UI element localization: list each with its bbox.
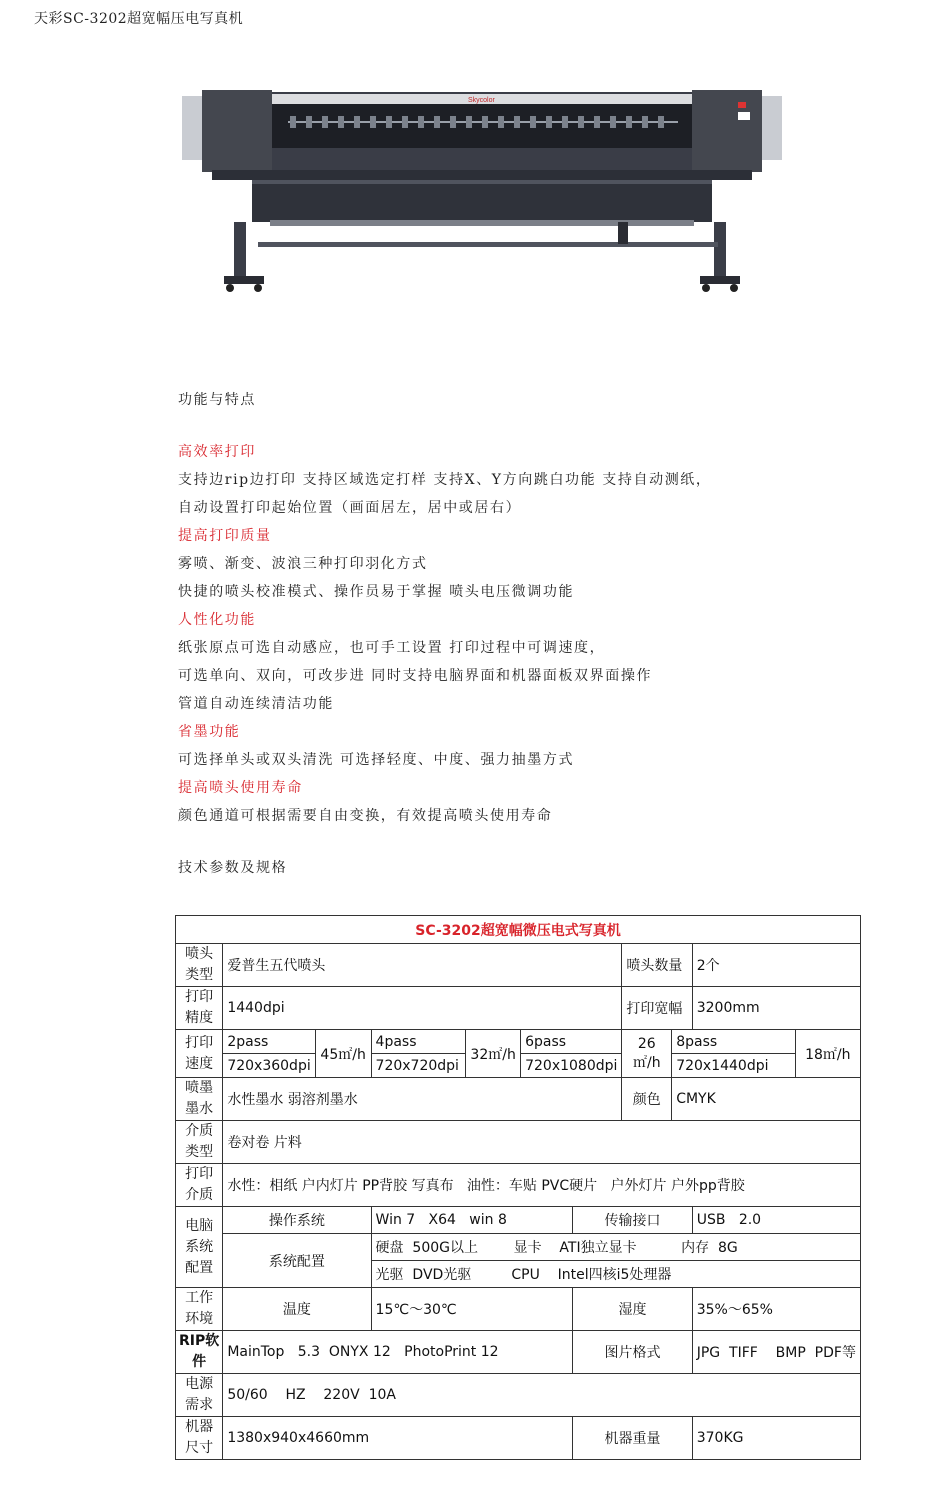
table-row [176,1164,861,1207]
table-row [176,1374,861,1417]
speed-resolution: 720x1080dpi [521,1054,622,1078]
table-row [176,1078,861,1121]
printer-front-panel [252,180,712,222]
speed-resolution: 720x720dpi [371,1054,466,1078]
table-row [176,944,861,987]
speed-rate: 26㎡/h [622,1030,672,1078]
cell-value: 光驱 DVD光驱 CPU Intel四核i5处理器 [371,1261,860,1288]
right-leg [714,222,726,278]
table-row [176,1207,861,1234]
feature-line: 颜色通道可根据需要自由变换，有效提高喷头使用寿命 [178,808,553,824]
cell-value: 爱普生五代喷头 [223,944,622,987]
speed-pass: 2pass [223,1030,315,1054]
speed-pass: 6pass [521,1030,622,1054]
cell-label: 颜色 [622,1078,672,1121]
spec-table [175,915,861,1460]
cell-value: USB 2.0 [692,1207,860,1234]
speed-resolution: 720x360dpi [223,1054,315,1078]
row-label: RIP软 件 [176,1331,223,1374]
cell-value: JPG TIFF BMP PDF等 [692,1331,860,1374]
speed-resolution: 720x1440dpi [672,1054,795,1078]
feature-line: 可选择单头或双头清洗 可选择轻度、中度、强力抽墨方式 [178,752,575,768]
table-row [176,1331,861,1374]
cell-label: 传输接口 [573,1207,692,1234]
table-row [176,1234,861,1261]
feature-line: 管道自动连续清洁功能 [178,696,334,712]
row-label: 介质 类型 [176,1121,223,1164]
cell-value: 水性墨水 弱溶剂墨水 [223,1078,622,1121]
cell-value: 卷对卷 片料 [223,1121,861,1164]
cell-label: 图片格式 [573,1331,692,1374]
table-row [176,1288,861,1331]
feature-title-efficiency: 高效率打印 [178,444,256,460]
row-label: 打印 精度 [176,987,223,1030]
cell-value: 1380x940x4660mm [223,1417,573,1460]
row-label: 电源 需求 [176,1374,223,1417]
cell-label: 机器重量 [573,1417,692,1460]
table-title: SC-3202超宽幅微压电式写真机 [176,916,861,944]
cell-value: 50/60 HZ 220V 10A [223,1374,861,1417]
features-heading: 功能与特点 [178,392,256,408]
feature-title-humanized: 人性化功能 [178,612,256,628]
cell-label: 喷头数量 [622,944,692,987]
row-label: 打印 介质 [176,1164,223,1207]
feature-title-nozzle-life: 提高喷头使用寿命 [178,780,303,796]
cell-label: 操作系统 [223,1207,371,1234]
table-row [176,987,861,1030]
feature-line: 自动设置打印起始位置（画面居左，居中或居右） [178,500,522,516]
cell-value: Win 7 X64 win 8 [371,1207,573,1234]
cell-value: 水性：相纸 户内灯片 PP背胶 写真布 油性：车贴 PVC硬片 户外灯片 户外pp背胶 [223,1164,861,1207]
row-label: 喷头 类型 [176,944,223,987]
cell-value: MainTop 5.3 ONYX 12 PhotoPrint 12 [223,1331,573,1374]
feature-line: 雾喷、渐变、波浪三种打印羽化方式 [178,556,428,572]
row-label: 工作 环境 [176,1288,223,1331]
cell-label: 温度 [223,1288,371,1331]
page-title: 天彩SC-3202超宽幅压电写真机 [34,11,244,27]
cell-value: 1440dpi [223,987,622,1030]
cell-label: 湿度 [573,1288,692,1331]
speed-rate: 45㎡/h [315,1030,371,1078]
speed-rate: 18㎡/h [795,1030,860,1078]
cell-value: 35%～65% [692,1288,860,1331]
feature-line: 纸张原点可选自动感应，也可手工设置 打印过程中可调速度， [178,640,606,656]
speed-pass: 4pass [371,1030,466,1054]
specs-heading: 技术参数及规格 [178,860,288,876]
cell-value: 硬盘 500G以上 显卡 ATI独立显卡 内存 8G [371,1234,860,1261]
cell-value: 15℃～30℃ [371,1288,573,1331]
cell-label: 系统配置 [223,1234,371,1288]
table-row [176,1030,861,1054]
speed-rate: 32㎡/h [466,1030,521,1078]
feature-line: 快捷的喷头校准模式、操作员易于掌握 喷头电压微调功能 [178,584,575,600]
cell-value: 3200mm [692,987,860,1030]
cell-value: CMYK [672,1078,861,1121]
cell-value: 370KG [692,1417,860,1460]
row-label: 喷墨 墨水 [176,1078,223,1121]
printer-image [178,82,786,296]
feature-line: 支持边rip边打印 支持区域选定打样 支持X、Y方向跳白功能 支持自动测纸， [178,472,712,488]
cell-label: 打印宽幅 [622,987,692,1030]
table-row [176,1417,861,1460]
left-leg [234,222,246,278]
feature-line: 可选单向、双向，可改步进 同时支持电脑界面和机器面板双界面操作 [178,668,653,684]
cell-value: 2个 [692,944,860,987]
table-row [176,1121,861,1164]
row-label: 机器 尺寸 [176,1417,223,1460]
speed-pass: 8pass [672,1030,795,1054]
feature-title-quality: 提高打印质量 [178,528,272,544]
row-label: 打印 速度 [176,1030,223,1078]
feature-title-ink-saving: 省墨功能 [178,724,241,740]
brand-logo: Skycolor [468,97,495,104]
row-label: 电脑 系统 配置 [176,1207,223,1288]
